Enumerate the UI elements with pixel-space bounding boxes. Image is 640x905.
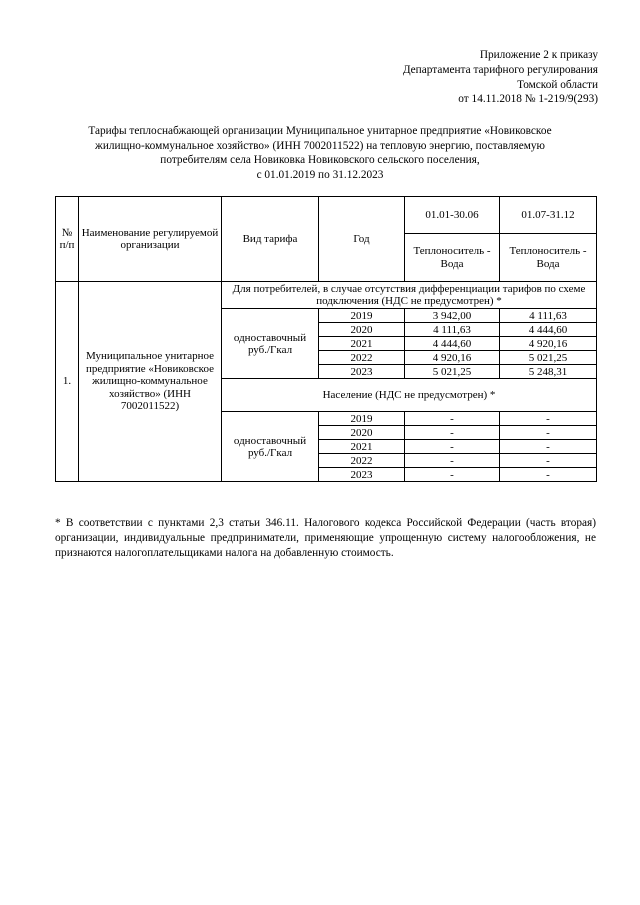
section2-heading: Население (НДС не предусмотрен) * (222, 379, 597, 412)
value-cell: - (500, 440, 597, 454)
value-cell: 3 942,00 (405, 309, 500, 323)
value-cell: - (405, 426, 500, 440)
value-cell: 5 248,31 (500, 365, 597, 379)
appendix-line: Департамента тарифного регулирования (402, 63, 598, 76)
header-carrier-1: Теплоноситель - Вода (405, 234, 500, 282)
value-cell: 4 444,60 (500, 323, 597, 337)
year-cell: 2021 (319, 440, 405, 454)
title-line: потребителям села Новиковка Новиковского сельского поселения, (160, 154, 480, 167)
value-cell: - (500, 468, 597, 482)
year-cell: 2022 (319, 351, 405, 365)
year-cell: 2023 (319, 468, 405, 482)
document-title (40, 124, 600, 182)
value-cell: 4 920,16 (405, 351, 500, 365)
value-cell: - (405, 468, 500, 482)
header-org: Наименование регулируемой организации (79, 197, 222, 282)
header-num: № п/п (56, 197, 79, 282)
value-cell: - (405, 454, 500, 468)
year-cell: 2019 (319, 412, 405, 426)
value-cell: 4 444,60 (405, 337, 500, 351)
value-cell: - (500, 454, 597, 468)
value-cell: - (405, 412, 500, 426)
value-cell: 4 111,63 (405, 323, 500, 337)
title-line: Тарифы теплоснабжающей организации Муниципальное унитарное предприятие «Новиковское (88, 125, 552, 137)
appendix-line: Томской области (517, 78, 598, 91)
year-cell: 2023 (319, 365, 405, 379)
year-cell: 2021 (319, 337, 405, 351)
table-header-row (56, 197, 597, 234)
value-cell: 5 021,25 (500, 351, 597, 365)
tariff-table (55, 196, 597, 482)
title-line: жилищно-коммунальное хозяйство» (ИНН 7002011522) на тепловую энергию, поставляемую (95, 139, 545, 152)
year-cell: 2022 (319, 454, 405, 468)
section-heading-row (56, 282, 597, 309)
section1-tariff-label: одноставочный руб./Гкал (222, 309, 319, 379)
row-number: 1. (56, 282, 79, 482)
section1-heading: Для потребителей, в случае отсутствия дифференциации тарифов по схеме подключения (НДС не предусмотрен) * (222, 282, 597, 309)
header-carrier-2: Теплоноситель - Вода (500, 234, 597, 282)
year-cell: 2019 (319, 309, 405, 323)
section2-tariff-label: одноставочный руб./Гкал (222, 412, 319, 482)
value-cell: 4 920,16 (500, 337, 597, 351)
header-period-1: 01.01-30.06 (405, 197, 500, 234)
appendix-line: Приложение 2 к приказу (479, 49, 598, 61)
appendix-line: от 14.11.2018 № 1-219/9(293) (458, 93, 598, 106)
appendix-header (403, 48, 598, 107)
organization-name: Муниципальное унитарное предприятие «Новиковское жилищно-коммунальное хозяйство» (ИНН 7002011522) (79, 282, 222, 482)
header-tariff-type: Вид тарифа (222, 197, 319, 282)
value-cell: - (405, 440, 500, 454)
year-cell: 2020 (319, 426, 405, 440)
footnote: * В соответствии с пунктами 2,3 статьи 346.11. Налогового кодекса Российской Федерации (часть вторая) организации, индивидуальные предприниматели, применяющие упрощенную систему налогообложения, не признаются налогоплательщиками налога на добавленную стоимость. (55, 517, 596, 559)
value-cell: - (500, 412, 597, 426)
year-cell: 2020 (319, 323, 405, 337)
value-cell: 5 021,25 (405, 365, 500, 379)
header-period-2: 01.07-31.12 (500, 197, 597, 234)
value-cell: - (500, 426, 597, 440)
value-cell: 4 111,63 (500, 309, 597, 323)
title-line: с 01.01.2019 по 31.12.2023 (256, 168, 384, 181)
header-year: Год (319, 197, 405, 282)
